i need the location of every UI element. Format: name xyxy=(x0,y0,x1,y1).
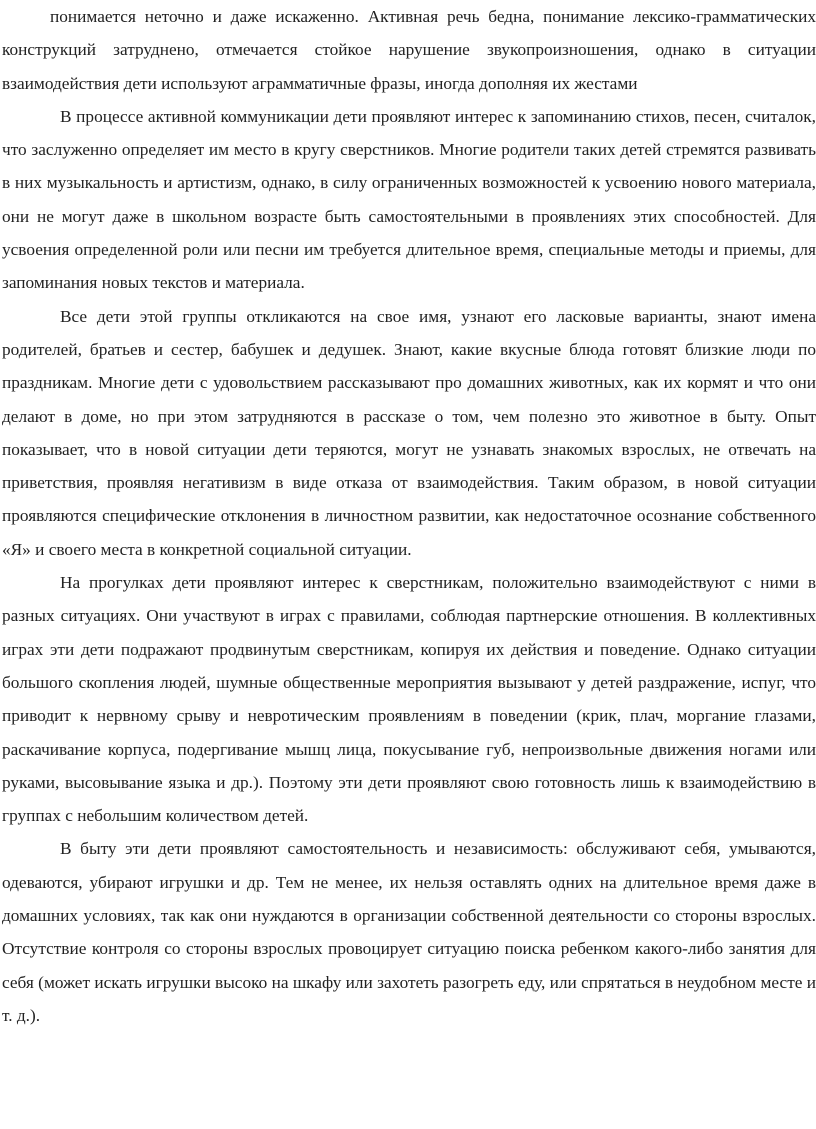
paragraph-everyday-independence: В быту эти дети проявляют самостоятельность и независимость: обслуживают себя, умываются, одеваются, убирают игрушки и др. Тем не менее, их нельзя оставлять одних на длительное время даже в домашних условиях, так как они нуждаются в организации собственной деятельности со стороны взрослых. Отсутствие контроля со стороны взрослых провоцирует ситуацию поиска ребенком какого-либо занятия для себя (может искать игрушки высоко на шкафу или захотеть разогреть еду, или спрятаться в неудобном месте и т. д.). xyxy=(2,839,816,1025)
document-body xyxy=(2,0,816,1032)
paragraph-continuation: понимается неточно и даже искаженно. Активная речь бедна, понимание лексико-грамматических конструкций затруднено, отмечается стойкое нарушение звукопроизношения, однако в ситуации взаимодействия дети используют аграмматичные фразы, иногда дополняя их жестами xyxy=(2,7,816,93)
paragraph-names-and-family: Все дети этой группы откликаются на свое имя, узнают его ласковые варианты, знают имена родителей, братьев и сестер, бабушек и дедушек. Знают, какие вкусные блюда готовят близкие люди по праздникам. Многие дети с удовольствием рассказывают про домашних животных, как их кормят и что они делают в доме, но при этом затрудняются в рассказе о том, чем полезно это животное в быту. Опыт показывает, что в новой ситуации дети теряются, могут не узнавать знакомых взрослых, не отвечать на приветствия, проявляя негативизм в виде отказа от взаимодействия. Таким образом, в новой ситуации проявляются специфические отклонения в личностном развитии, как недостаточное осознание собственного «Я» и своего места в конкретной социальной ситуации. xyxy=(2,306,816,559)
paragraph-active-communication: В процессе активной коммуникации дети проявляют интерес к запоминанию стихов, песен, считалок, что заслуженно определяет им место в кругу сверстников. Многие родители таких детей стремятся развивать в них музыкальность и артистизм, однако, в силу ограниченных возможностей к усвоению нового материала, они не могут даже в школьном возрасте быть самостоятельными в проявлениях этих способностей. Для усвоения определенной роли или песни им требуется длительное время, специальные методы и приемы, для запоминания новых текстов и материала. xyxy=(2,106,816,293)
paragraph-walks-and-peers: На прогулках дети проявляют интерес к сверстникам, положительно взаимодействуют с ними в разных ситуациях. Они участвуют в играх с правилами, соблюдая партнерские отношения. В коллективных играх эти дети подражают продвинутым сверстникам, копируя их действия и поведение. Однако ситуации большого скопления людей, шумные общественные мероприятия вызывают у детей раздражение, испуг, что приводит к нервному срыву и невротическим проявлениям в поведении (крик, плач, моргание глазами, раскачивание корпуса, подергивание мышц лица, покусывание губ, непроизвольные движения ногами или руками, высовывание языка и др.). Поэтому эти дети проявляют свою готовность лишь к взаимодействию в группах с небольшим количеством детей. xyxy=(2,573,816,826)
